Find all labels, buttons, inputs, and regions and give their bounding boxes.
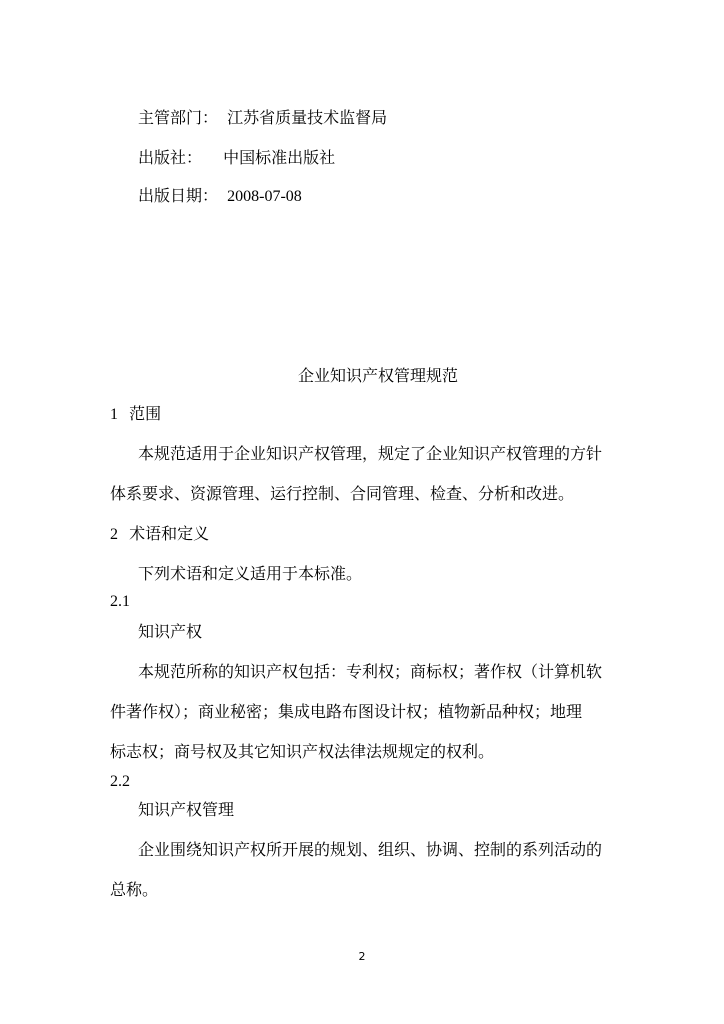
term-2-2-definition-line-1: 企业围绕知识产权所开展的规划、组织、协调、控制的系列活动的 [138,840,603,859]
section-2-intro: 下列术语和定义适用于本标准。 [138,564,363,583]
department-label: 主管部门： [138,108,219,127]
term-2-1-definition-line-2: 件著作权）；商业秘密；集成电路布图设计权；植物新品种权；地理 [110,702,583,721]
section-1-body-line-1: 本规范适用于企业知识产权管理，规定了企业知识产权管理的方针 [138,444,603,463]
date-value: 2008-07-08 [227,188,302,205]
section-1-heading [110,404,161,425]
term-2-1-definition-line-3: 标志权；商号权及其它知识产权法律法规规定的权利。 [110,742,495,761]
meta-date [138,186,302,207]
section-2-title: 术语和定义 [129,524,210,543]
section-2-heading [110,524,209,545]
department-value: 江苏省质量技术监督局 [227,108,388,127]
term-2-2-definition-line-2: 总称。 [110,880,159,899]
term-2-1-definition-line-1: 本规范所称的知识产权包括：专利权；商标权；著作权（计算机软 [138,662,603,681]
term-2-1-number: 2.1 [110,593,130,610]
date-label: 出版日期： [138,186,219,205]
section-1-title: 范围 [129,404,162,423]
publisher-value: 中国标准出版社 [223,148,336,167]
term-2-2-title: 知识产权管理 [138,800,235,819]
term-2-2-number: 2.2 [110,773,130,790]
meta-department [138,108,387,128]
section-1-number: 1 [110,406,118,423]
page-number: 2 [358,950,366,963]
section-1-body-line-2: 体系要求、资源管理、运行控制、合同管理、检查、分析和改进。 [110,484,575,503]
term-2-1-title: 知识产权 [138,622,203,641]
document-title: 企业知识产权管理规范 [297,366,458,385]
meta-publisher [138,148,335,168]
section-2-number: 2 [110,526,118,543]
publisher-label: 出版社： [138,148,203,167]
